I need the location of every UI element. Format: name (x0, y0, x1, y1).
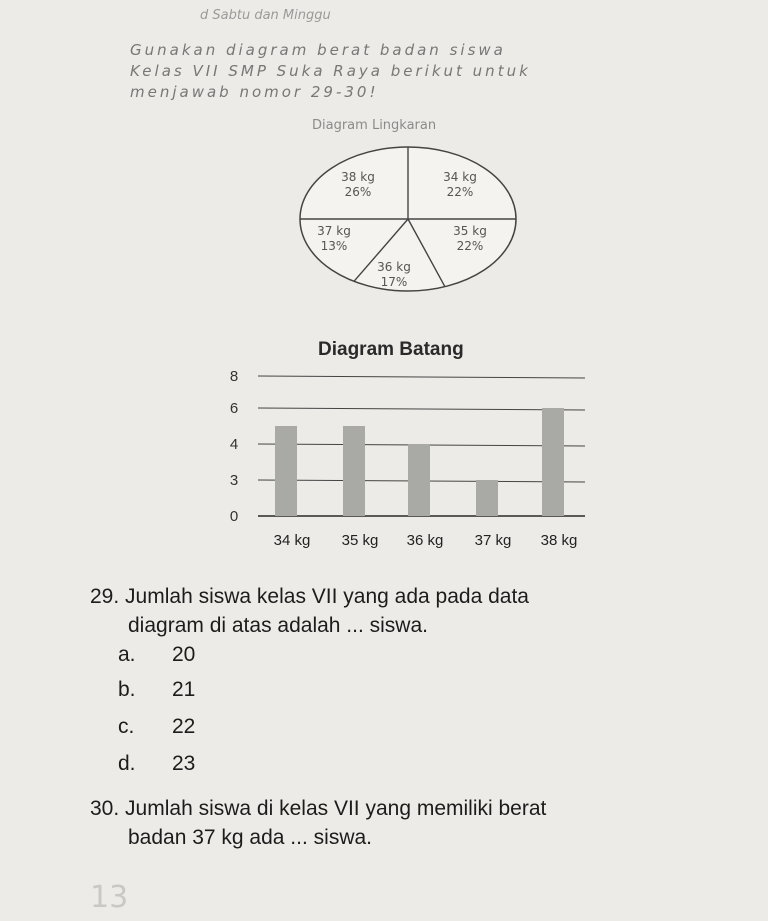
pie-slice-percent: 22% (456, 239, 484, 253)
option-c[interactable] (118, 715, 195, 739)
pie-slice-label: 37 kg (317, 224, 351, 238)
bar-gridline (258, 408, 585, 410)
question-30 (90, 795, 546, 823)
question-text-line: Jumlah siswa di kelas VII yang memiliki berat (125, 797, 547, 820)
pie-slice-percent: 13% (320, 239, 348, 253)
bar (408, 444, 430, 516)
instruction-line: Gunakan diagram berat badan siswa (130, 41, 506, 59)
option-value: 20 (172, 643, 196, 666)
question-text-line: badan 37 kg ada ... siswa. (128, 826, 372, 849)
option-value: 21 (172, 678, 196, 701)
bar-gridline (258, 376, 585, 378)
pie-slice-percent: 22% (446, 185, 474, 199)
pie-slice-label: 38 kg (341, 170, 375, 184)
x-tick-label: 36 kg (406, 532, 444, 549)
pie-chart (290, 140, 530, 300)
bar-chart-title: Diagram Batang (318, 339, 464, 360)
pie-slice-percent: 26% (344, 185, 372, 199)
pie-slice-percent: 17% (380, 275, 408, 289)
pie-chart-title: Diagram Lingkaran (312, 118, 437, 133)
instruction-line: menjawab nomor 29-30! (130, 83, 379, 101)
y-tick-label: 4 (229, 436, 239, 453)
bar (542, 408, 564, 516)
option-letter: b. (118, 678, 136, 701)
option-value: 23 (172, 752, 196, 775)
pie-slice-label: 35 kg (453, 224, 487, 238)
x-tick-label: 34 kg (273, 532, 311, 549)
top-line-text: d Sabtu dan Minggu (200, 8, 331, 23)
question-number: 30. (90, 797, 120, 820)
option-b[interactable] (118, 678, 195, 702)
bar (476, 480, 498, 516)
x-tick-label: 38 kg (540, 532, 578, 549)
question-text-line: Jumlah siswa kelas VII yang ada pada data (125, 585, 529, 608)
bar-chart (200, 362, 600, 552)
option-a[interactable] (118, 643, 195, 667)
instruction-text (130, 40, 730, 103)
option-letter: c. (118, 715, 135, 738)
question-number: 29. (90, 585, 120, 608)
y-tick-label: 8 (229, 368, 239, 385)
x-tick-label: 35 kg (341, 532, 379, 549)
pie-slice-label: 34 kg (443, 170, 477, 184)
bar (275, 426, 297, 516)
y-tick-label: 0 (229, 508, 239, 525)
option-letter: d. (118, 752, 136, 775)
bar (343, 426, 365, 516)
option-letter: a. (118, 643, 136, 666)
pie-slice-label: 36 kg (377, 260, 411, 274)
handwritten-scribble: 13 (90, 880, 129, 915)
question-text-line: diagram di atas adalah ... siswa. (128, 614, 428, 637)
y-tick-label: 6 (229, 400, 239, 417)
option-d[interactable] (118, 752, 195, 776)
y-tick-label: 3 (229, 472, 239, 489)
x-tick-label: 37 kg (474, 532, 512, 549)
question-29 (90, 583, 529, 611)
instruction-line: Kelas VII SMP Suka Raya berikut untuk (130, 62, 531, 80)
option-value: 22 (172, 715, 196, 738)
